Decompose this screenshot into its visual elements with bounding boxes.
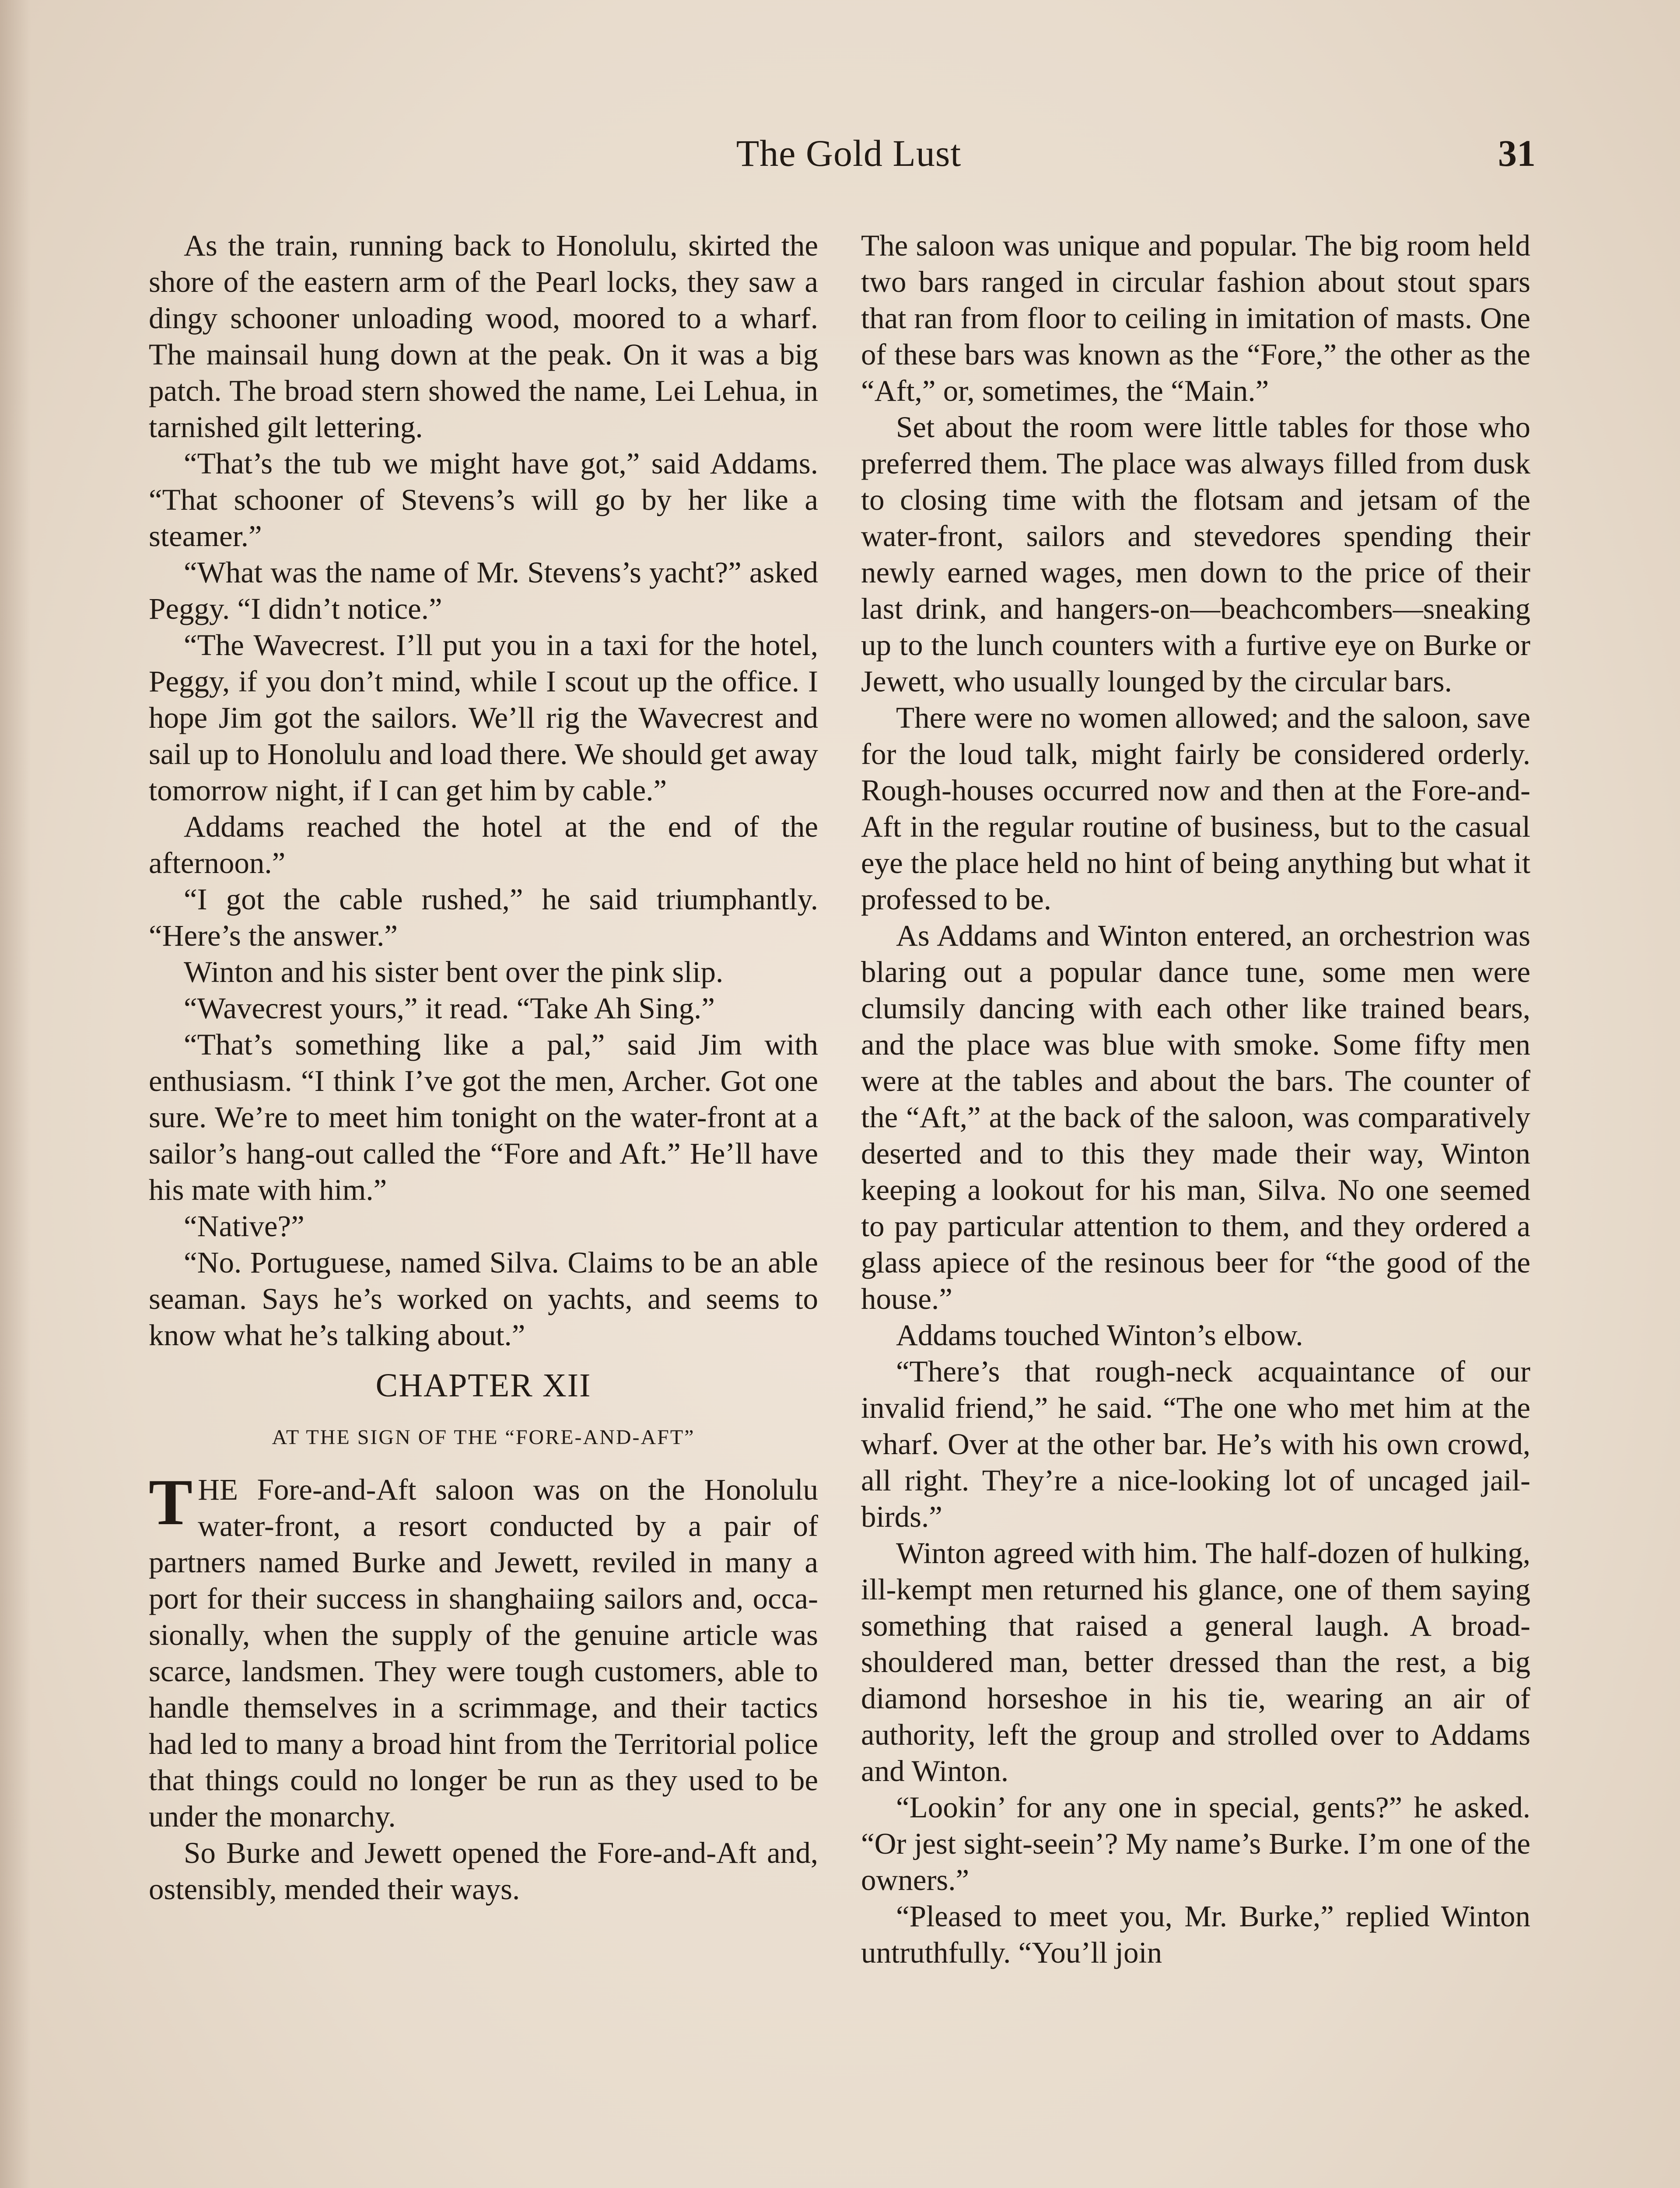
paragraph: Winton agreed with him. The half-dozen of hulking, ill-kempt men returned his glance, one of them saying something that raised a general laugh. A broad-shouldered man, better dressed than the rest, a big diamond horseshoe in his tie, wearing an air of authority, left the group and strolled over to Addams and Winton. xyxy=(861,1536,1530,1788)
paragraph: “That’s the tub we might have got,” said Addams. “That schooner of Stevens’s will go by her like a steamer.” xyxy=(149,447,818,553)
paragraph: Addams reached the hotel at the end of the afternoon.” xyxy=(149,810,818,880)
paragraph: “Native?” xyxy=(184,1210,304,1243)
paragraph: So Burke and Jewett opened the Fore-and-Aft and, ostensibly, mended their ways. xyxy=(149,1836,818,1906)
paragraph: The saloon was unique and popular. The big room held two bars ranged in circular fashion about stout spars that ran from floor to ceiling in imitation of masts. One of these bars was known as the “Fore,” the other as the “Aft,” or, sometimes, the “Main.” xyxy=(861,229,1530,407)
page-gutter-shadow xyxy=(0,0,31,2188)
paragraph: “There’s that rough-neck acquaintance of our invalid friend,” he said. “The one who met him at the wharf. Over at the other bar. He’s with his own crowd, all right. They’re a nice-looking lot of uncaged jail-birds.” xyxy=(861,1355,1530,1533)
opening-text: HE Fore-and-Aft saloon was on the Honolulu water-front, a resort conducted by a pair of partners named Burke and Jewett, reviled in many a port for their success in shanghaiing sailors and, occasionally, when the supply of the genuine article was scarce, landsmen. They were tough customers, able to handle themselves in a scrimmage, and their tactics had led to many a broad hint from the Territorial police that things could no longer be run as they used to be under the monarchy. xyxy=(149,1473,818,1833)
page-number: 31 xyxy=(1498,132,1536,174)
paragraph: “Lookin’ for any one in special, gents?” he asked. “Or jest sight-seein’? My name’s Burke. I’m one of the owners.” xyxy=(861,1791,1530,1897)
paragraph: There were no women allowed; and the saloon, save for the loud talk, might fairly be considered orderly. Rough-houses occurred now and then at the Fore-and-Aft in the regular routine of business, but to the casual eye the place held no hint of being anything but what it professed to be. xyxy=(861,701,1530,916)
paragraph: As the train, running back to Honolulu, skirted the shore of the eastern arm of the Pearl locks, they saw a dingy schooner unloading wood, moored to a wharf. The mainsail hung down at the peak. On it was a big patch. The broad stern showed the name, Lei Lehua, in tarnished gilt lettering. xyxy=(149,229,818,444)
paragraph: Addams touched Winton’s elbow. xyxy=(896,1318,1303,1352)
paragraph: “What was the name of Mr. Stevens’s yacht?” asked Peggy. “I didn’t notice.” xyxy=(149,556,818,625)
running-title: The Gold Lust xyxy=(736,132,962,174)
chapter-opening-paragraph xyxy=(149,1466,818,1835)
paragraph: Set about the room were little tables for those who preferred them. The place was always filled from dusk to closing time with the flotsam and jetsam of the water-front, sailors and stevedores spending their newly earned wages, men down to the price of their last drink, and hangers-on—beachcombers—sneaking up to the lunch counters with a furtive eye on Burke or Jewett, who usually lounged by the circular bars. xyxy=(861,410,1530,698)
chapter-heading: CHAPTER XII xyxy=(375,1367,592,1404)
paragraph: “I got the cable rushed,” he said triumphantly. “Here’s the answer.” xyxy=(149,883,818,952)
paragraph: “Pleased to meet you, Mr. Burke,” replied Winton untruthfully. “You’ll join xyxy=(861,1900,1530,1969)
paragraph: As Addams and Winton entered, an orchestrion was blaring out a popular dance tune, some men were clumsily dancing with each other like trained bears, and the place was blue with smoke. Some fifty men were at the tables and about the bars. The counter of the “Aft,” at the back of the saloon, was comparatively deserted and to this they made their way, Winton keeping a lookout for his man, Silva. No one seemed to pay particular attention to them, and they ordered a glass apiece of the resinous beer for “the good of the house.” xyxy=(861,919,1530,1315)
right-column xyxy=(861,228,1530,1971)
paragraph: “The Wavecrest. I’ll put you in a taxi for the hotel, Peggy, if you don’t mind, while I scout up the office. I hope Jim got the sailors. We’ll rig the Wavecrest and sail up to Honolulu and load there. We should get away tomorrow night, if I can get him by cable.” xyxy=(149,628,818,807)
chapter-subtitle: AT THE SIGN OF THE “FORE-AND-AFT” xyxy=(272,1426,695,1449)
running-head xyxy=(0,131,1680,179)
paragraph: “That’s something like a pal,” said Jim with enthusiasm. “I think I’ve got the men, Archer. Got one sure. We’re to meet him tonight on the water-front at a sailor’s hang-out called the “Fore and Aft.” He’ll have his mate with him.” xyxy=(149,1028,818,1206)
paragraph: Winton and his sister bent over the pink slip. xyxy=(184,955,724,989)
paragraph: “Wavecrest yours,” it read. “Take Ah Sing.” xyxy=(184,992,715,1025)
paragraph: “No. Portuguese, named Silva. Claims to be an able seaman. Says he’s worked on yachts, and seems to know what he’s talking about.” xyxy=(149,1246,818,1352)
left-column xyxy=(149,228,818,1907)
drop-cap: T xyxy=(149,1466,193,1539)
